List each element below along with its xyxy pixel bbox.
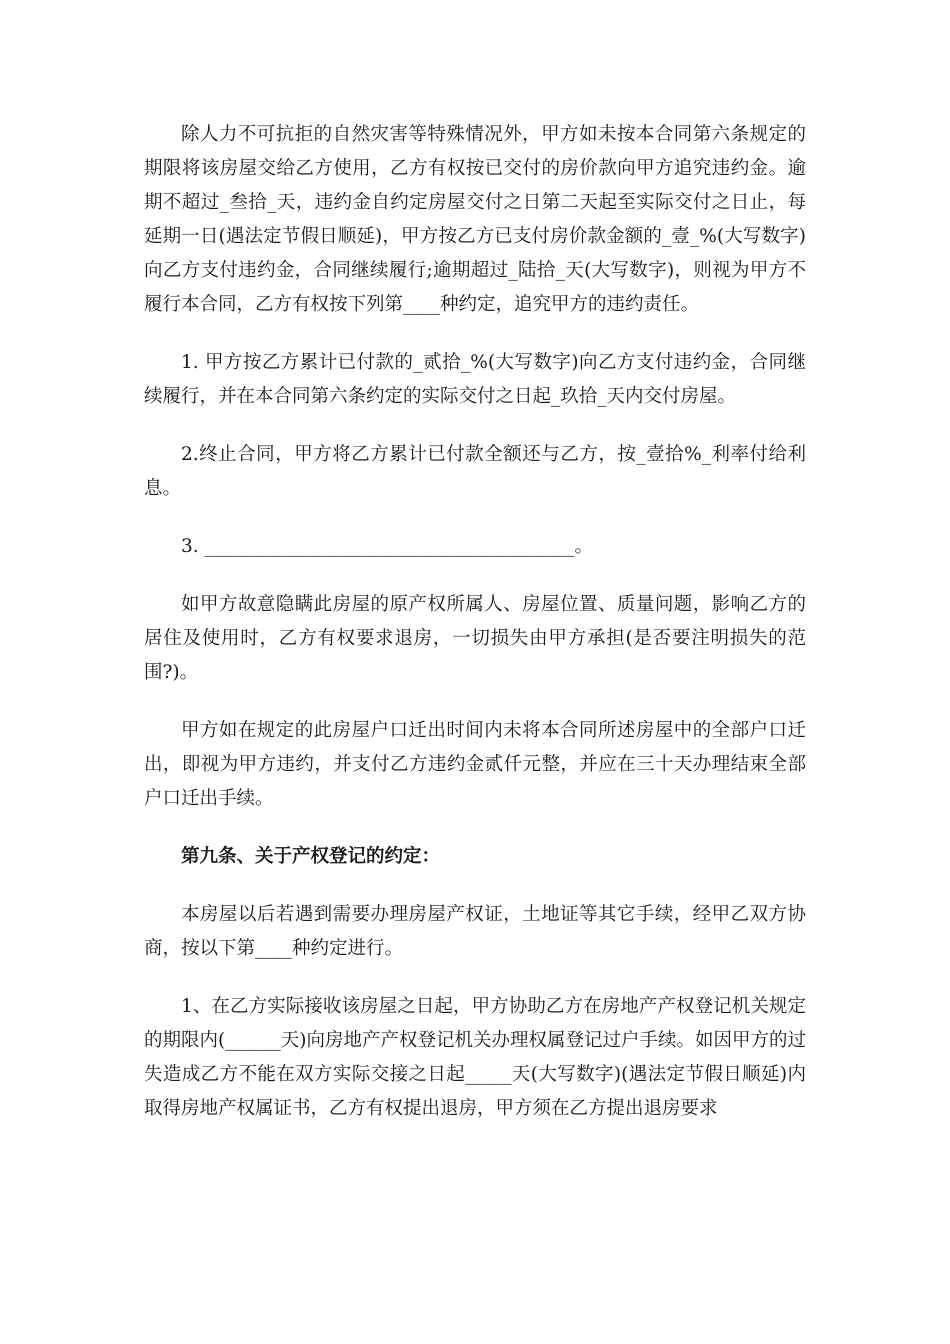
option-3-paragraph: 3. ________________________________________。 (181, 536, 594, 557)
article-9-heading: 第九条、关于产权登记的约定： (181, 846, 441, 867)
option-1-paragraph: 1. 甲方按乙方累计已付款的_贰拾_%(大写数字)向乙方支付违约金，合同继续履行，并在本合同第六条约定的实际交付之日起_玖拾_天内交付房屋。 (144, 352, 806, 407)
property-registration-intro-paragraph: 本房屋以后若遇到需要办理房屋产权证，土地证等其它手续，经甲乙双方协商，按以下第____种约定进行。 (144, 904, 806, 959)
concealment-clause-paragraph: 如甲方故意隐瞒此房屋的原产权所属人、房屋位置、质量问题，影响乙方的居住及使用时，乙方有权要求退房，一切损失由甲方承担(是否要注明损失的范围?)。 (144, 594, 806, 683)
registration-option-1-paragraph: 1、在乙方实际接收该房屋之日起，甲方协助乙方在房地产产权登记机关规定的期限内(______天)向房地产产权登记机关办理权属登记过户手续。如因甲方的过失造成乙方不能在双方实际交接之日起_____天(大写数字)(遇法定节假日顺延)内取得房地产权属证书，乙方有权提出退房，甲方须在乙方提出退房要求 (144, 996, 806, 1119)
penalty-clause-paragraph: 除人力不可抗拒的自然灾害等特殊情况外，甲方如未按本合同第六条规定的期限将该房屋交给乙方使用，乙方有权按已交付的房价款向甲方追究违约金。逾期不超过_叁拾_天，违约金自约定房屋交付之日第二天起至实际交付之日止，每延期一日(遇法定节假日顺延)，甲方按乙方已支付房价款金额的_壹_%(大写数字)向乙方支付违约金，合同继续履行;逾期超过_陆拾_天(大写数字)，则视为甲方不履行本合同，乙方有权按下列第____种约定，追究甲方的违约责任。 (144, 124, 806, 315)
household-registration-paragraph: 甲方如在规定的此房屋户口迁出时间内未将本合同所述房屋中的全部户口迁出，即视为甲方违约，并支付乙方违约金贰仟元整，并应在三十天办理结束全部户口迁出手续。 (144, 720, 806, 809)
document-page (144, 118, 806, 1150)
option-2-paragraph: 2.终止合同，甲方将乙方累计已付款全额还与乙方，按_壹拾%_利率付给利息。 (144, 444, 806, 499)
